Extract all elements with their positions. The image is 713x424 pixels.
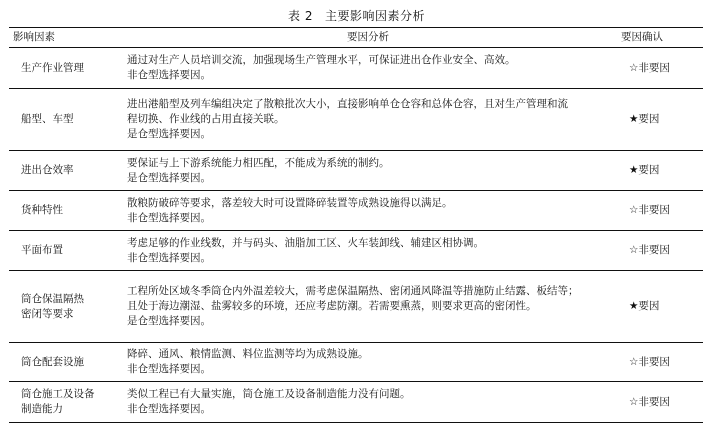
factor-text: 生产作业管理 <box>21 61 84 74</box>
analysis-text: 且处于海边潮湿、盐雾较多的环境，还应考虑防潮。若需要熏蒸，则要求更高的密闭性。 <box>127 300 537 312</box>
factor-text: 进出仓效率 <box>21 164 74 176</box>
factor-cell <box>9 191 119 231</box>
analysis-text: 非仓型选择要因。 <box>127 211 211 224</box>
analysis-text: 是仓型选择要因。 <box>127 171 211 184</box>
factor-text: 密闭等要求 <box>21 307 74 320</box>
analysis-cell <box>119 343 617 382</box>
table-row <box>9 343 703 382</box>
factor-cell <box>9 271 119 343</box>
analysis-text: 要保证与上下游系统能力相匹配，不能成为系统的制约。 <box>127 156 390 169</box>
table-row <box>9 382 703 423</box>
table-row <box>9 271 703 343</box>
factor-text: 平面布置 <box>21 244 63 256</box>
analysis-text: 工程所处区域冬季筒仓内外温差较大，需考虑保温隔热、密闭通风降温等措施防止结露、板结等； <box>127 285 579 297</box>
factor-text: 筒仓施工及设备 <box>21 388 95 400</box>
table-row <box>9 151 703 191</box>
confirm-cell: ★要因 <box>629 300 660 312</box>
confirm-cell: ★要因 <box>629 113 660 125</box>
factor-text: 制造能力 <box>21 403 63 415</box>
factor-cell <box>9 231 119 271</box>
confirm-cell: ☆非要因 <box>629 355 670 368</box>
table-row <box>9 231 703 271</box>
analysis-text: 非仓型选择要因。 <box>127 403 211 415</box>
analysis-cell <box>119 191 617 231</box>
header-factor: 影响因素 <box>13 31 55 43</box>
table-header <box>9 28 703 48</box>
analysis-cell <box>119 89 617 151</box>
analysis-text: 降碎、通风、粮情监测、料位监测等均为成熟设施。 <box>127 348 369 360</box>
table-row <box>9 48 703 89</box>
analysis-cell <box>119 151 617 191</box>
analysis-cell <box>119 382 617 423</box>
analysis-cell <box>119 48 617 89</box>
confirm-cell: ☆非要因 <box>629 61 670 74</box>
analysis-text: 程切换、作业线的占用直接关联。 <box>127 113 285 125</box>
factor-cell <box>9 343 119 382</box>
confirm-cell: ☆非要因 <box>629 244 670 256</box>
table-row <box>9 89 703 151</box>
confirm-cell: ☆非要因 <box>629 204 670 216</box>
factor-cell <box>9 89 119 151</box>
factor-text: 筒仓保温隔热 <box>21 292 84 305</box>
factor-cell <box>9 151 119 191</box>
analysis-text: 散粮防破碎等要求，落差较大时可设置降碎装置等成熟设施得以满足。 <box>127 196 453 209</box>
table-title: 主要影响因素分析 <box>324 9 425 23</box>
analysis-text: 进出港船型及列车编组决定了散粮批次大小，直接影响单仓仓容和总体仓容，且对生产管理和流 <box>127 98 568 110</box>
confirm-cell: ★要因 <box>629 164 660 176</box>
analysis-text: 是仓型选择要因。 <box>127 128 211 140</box>
table-number: 表 2 <box>288 9 313 23</box>
factor-text: 筒仓配套设施 <box>21 355 84 368</box>
header-row <box>9 28 703 48</box>
analysis-text: 非仓型选择要因。 <box>127 69 211 81</box>
table-caption <box>0 7 713 24</box>
analysis-text: 考虑足够的作业线数，并与码头、油脂加工区、火车装卸线、辅建区相协调。 <box>127 236 484 249</box>
analysis-cell <box>119 271 617 343</box>
header-analysis: 要因分析 <box>347 31 389 43</box>
confirm-cell: ☆非要因 <box>629 395 670 408</box>
table-row <box>9 191 703 231</box>
analysis-cell <box>119 231 617 271</box>
header-confirm: 要因确认 <box>621 31 663 43</box>
factor-analysis-table <box>9 27 703 423</box>
analysis-text: 是仓型选择要因。 <box>127 315 211 327</box>
analysis-text: 类似工程已有大量实施，筒仓施工及设备制造能力没有问题。 <box>127 388 411 400</box>
table-body <box>9 48 703 423</box>
factor-text: 货种特性 <box>21 204 63 216</box>
analysis-text: 非仓型选择要因。 <box>127 251 211 264</box>
factor-cell <box>9 382 119 423</box>
factor-cell <box>9 48 119 89</box>
factor-text: 船型、车型 <box>21 113 74 125</box>
analysis-text: 通过对生产人员培训交流，加强现场生产管理水平，可保证进出仓作业安全、高效。 <box>127 54 516 66</box>
analysis-text: 非仓型选择要因。 <box>127 363 211 375</box>
